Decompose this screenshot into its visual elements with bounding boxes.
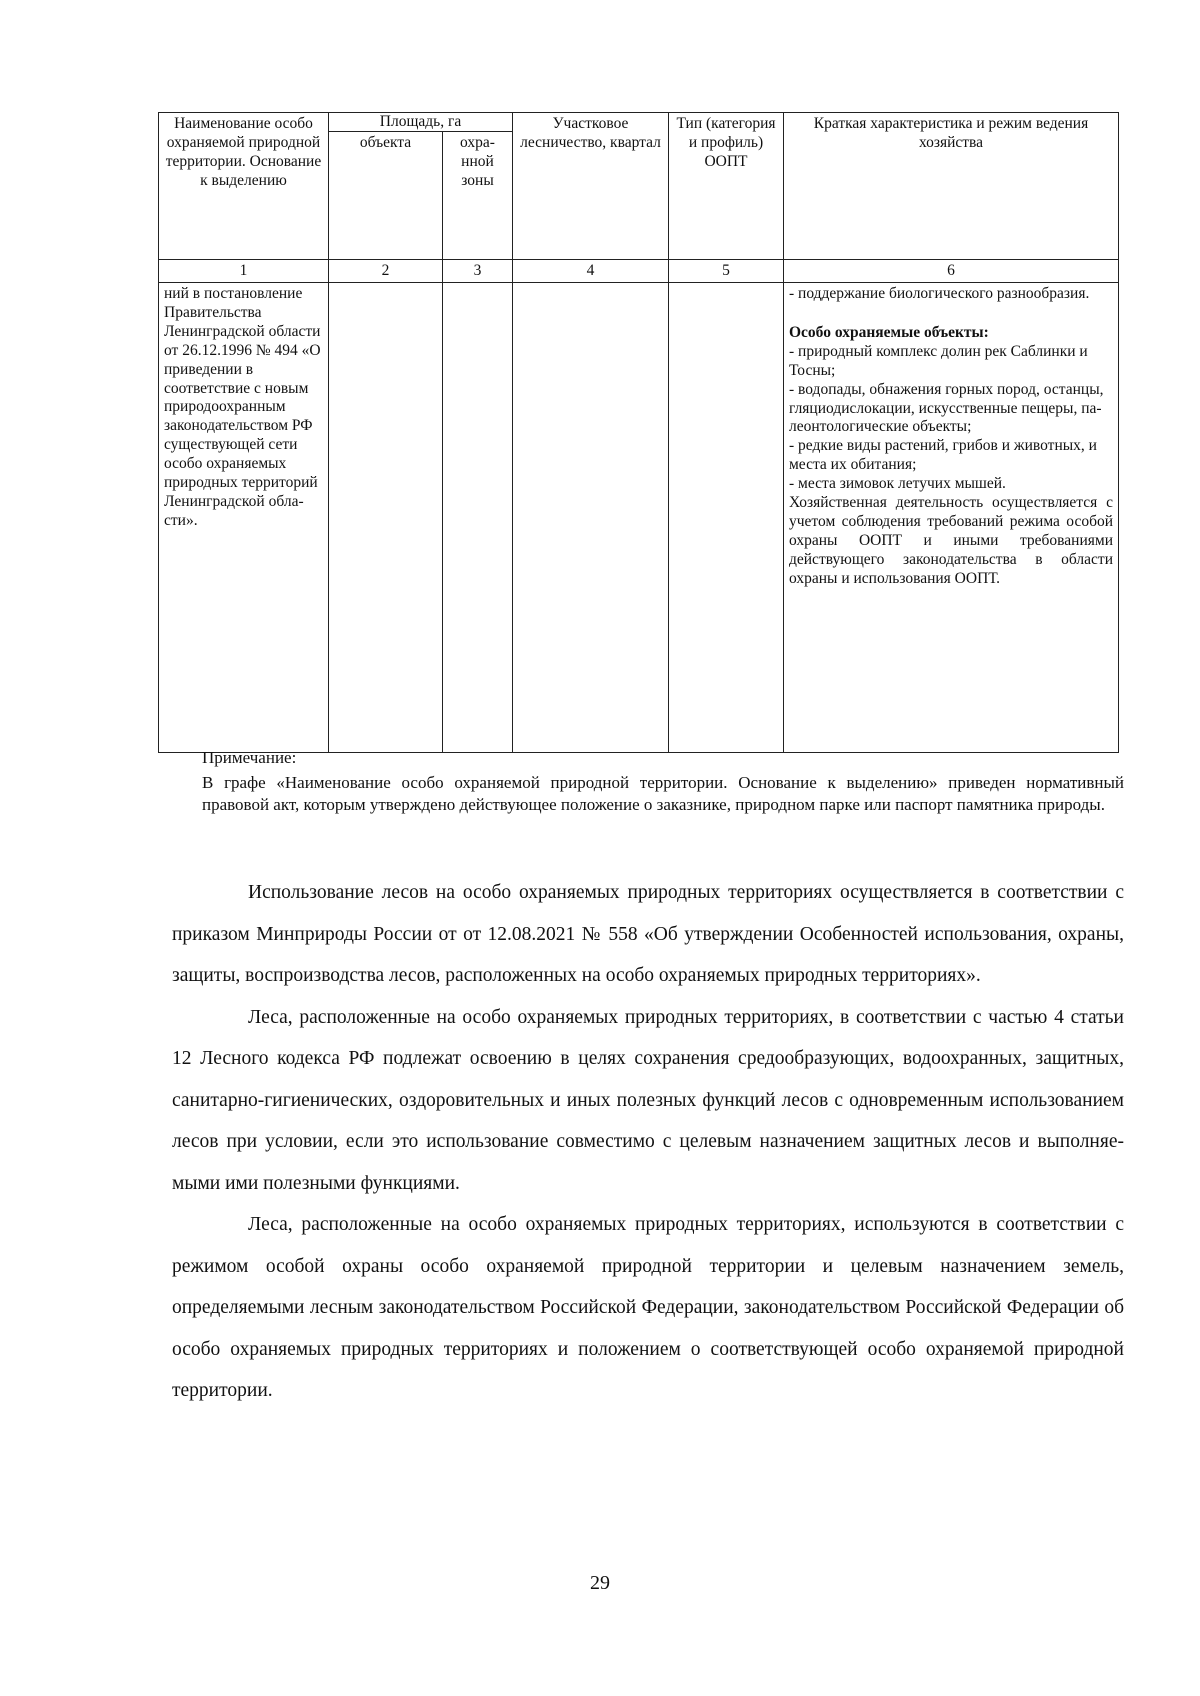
body-paragraph: Леса, расположенные на особо охраняемых природных территориях, используются в соответствии с режимом особой охраны особо охраняемой природной территории и целевым назначением земель, определяемыми лесным законодательством Российской Федерации, законодательством Российской Федерации об особо охраняемых природных территориях и положением о соответствующей особо охраняемой природной территории. (172, 1214, 1124, 1401)
body-paragraph: Использование лесов на особо охраняемых природных территориях осуществляется в соответствии с приказом Минприроды России от от 12.08.2021 № 558 «Об утверждении Особенностей использования, охраны, защиты, воспроизводства лесов, расположенных на особо охраняемых природных территориях». (172, 882, 1124, 986)
oopt-table (158, 112, 1119, 753)
characteristics-intro: - поддержание биологического разнообразия. (789, 285, 1090, 302)
column-number: 6 (784, 260, 1119, 283)
column-number-row (159, 260, 1119, 283)
header-area-group: Площадь, га (329, 113, 513, 132)
cell-name-basis: ний в постановление Правительства Ленинградской области от 26.12.1996 № 494 «О приведении в соответствие с новым природоохранным законодательством РФ существующей сети особо охраняемых природных территорий Ленинградской области». (159, 283, 329, 753)
cell-characteristics (784, 283, 1119, 753)
note-label: Примечание: (202, 748, 297, 767)
cell-area-object (329, 283, 443, 753)
header-oopt-type: Тип (категория и профиль) ООПТ (669, 113, 784, 260)
cell-area-protection-zone (443, 283, 513, 753)
table-row (159, 283, 1119, 753)
protected-object-item: - места зимовок летучих мышей. (789, 475, 1006, 493)
body-text (172, 872, 1124, 1412)
column-number: 1 (159, 260, 329, 283)
cell-forestry-quarter (513, 283, 669, 753)
column-number: 4 (513, 260, 669, 283)
management-regime-text: Хозяйственная деятельность осуществляется с учетом соблюдения требований режима особой охраны ООПТ и иными требованиями действующего законодательства в области охраны и использования ООПТ. (789, 494, 1113, 587)
header-name-basis: Наименование особо охраняемой природной территории. Основание к выделению (159, 113, 329, 260)
header-forestry-quarter: Участковое лесничество, квартал (513, 113, 669, 260)
column-number: 5 (669, 260, 784, 283)
note-text: В графе «Наименование особо охраняемой природной территории. Основание к выделению» приведен нормативный правовой акт, которым утверждено действующее положение о заказнике, природном парке или паспорт памятника природы. (202, 773, 1124, 814)
header-characteristics: Краткая характеристика и режим ведения хозяйства (784, 113, 1119, 260)
protected-object-item: - редкие виды растений, грибов и животных, и места их обитания; (789, 437, 1097, 474)
protected-objects-heading: Особо охраняемые объекты: (789, 323, 989, 341)
body-paragraph: Леса, расположенные на особо охраняемых природных территориях, в соответствии с частью 4 статьи 12 Лесного кодекса РФ подлежат освоению в целях сохранения средообразующих, водоохранных, защитных, санитарно-гигиенических, оздоровительных и иных полезных функций лесов с одновременным использованием лесов при условии, если это использование совместимо с целевым назначением защитных лесов и выполняемыми ими полезными функциями. (172, 1006, 1124, 1194)
cell-oopt-type (669, 283, 784, 753)
page-number: 29 (590, 1572, 610, 1594)
header-area-object: объекта (329, 132, 443, 260)
column-number: 2 (329, 260, 443, 283)
protected-object-item: - природный комплекс долин рек Саблинки и Тосны; (789, 342, 1088, 379)
header-area-protection-zone: охранной зоны (443, 132, 513, 260)
column-number: 3 (443, 260, 513, 283)
protected-object-item: - водопады, обнажения горных пород, останцы, гляциодислокации, искусственные пещеры, палеонтологические объекты; (789, 380, 1104, 436)
